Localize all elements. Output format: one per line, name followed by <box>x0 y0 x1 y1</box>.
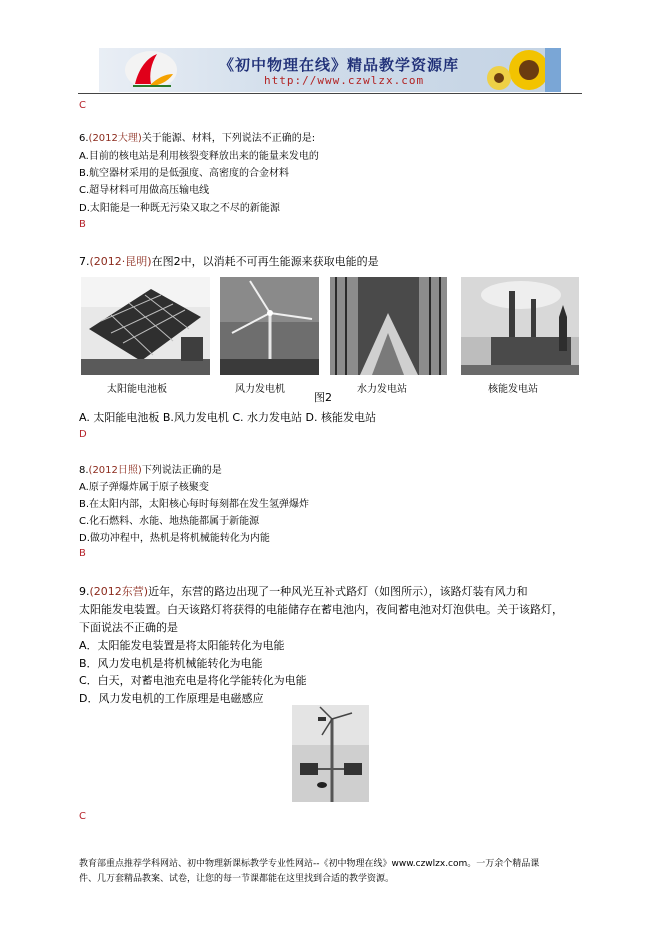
photo-caption-wind: 风力发电机 <box>235 384 285 395</box>
q7-answer: D <box>79 429 87 440</box>
street-lamp-photo <box>292 705 369 802</box>
q8-answer: B <box>79 548 86 559</box>
prev-answer: C <box>79 100 86 111</box>
q9-stem-line-3: 下面说法不正确的是 <box>79 621 178 634</box>
q7-source: (2012·昆明) <box>89 255 152 268</box>
solar-panel-photo <box>81 277 210 375</box>
q6-stem <box>79 131 315 146</box>
q6-option-c: C.超导材料可用做高压输电线 <box>79 185 210 196</box>
header-banner <box>99 48 561 92</box>
q8-option-a: A.原子弹爆炸属于原子核聚变 <box>79 482 209 493</box>
q6-source: (2012大理) <box>88 133 142 144</box>
q6-answer: B <box>79 219 86 230</box>
q7-figure-label: 图2 <box>314 391 332 404</box>
nuclear-station-photo <box>461 277 579 375</box>
q7-stem-text: 在图2中，以消耗不可再生能源来获取电能的是 <box>151 255 379 268</box>
q9-option-d: D．风力发电机的工作原理是电磁感应 <box>79 692 264 705</box>
q9-option-a: A．太阳能发电装置是将太阳能转化为电能 <box>79 639 285 652</box>
q9-stem-text-1: 近年，东营的路边出现了一种风光互补式路灯（如图所示），该路灯装有风力和 <box>148 585 528 598</box>
q7-number: 7. <box>79 255 90 268</box>
footer-line-2: 件、几万套精品教案、试卷，让您的每一节课都能在这里找到合适的教学资源。 <box>79 874 395 884</box>
photo-caption-nuclear: 核能发电站 <box>488 384 538 395</box>
q7-options: A. 太阳能电池板 B.风力发电机 C. 水力发电站 D. 核能发电站 <box>79 411 376 424</box>
banner-title: 《初中物理在线》精品教学资源库 <box>219 56 460 74</box>
photo-caption-hydro: 水力发电站 <box>357 384 407 395</box>
q9-option-b: B．风力发电机是将机械能转化为电能 <box>79 657 263 670</box>
q9-option-c: C．白天，对蓄电池充电是将化学能转化为电能 <box>79 674 307 687</box>
q8-option-d: D.做功冲程中，热机是将机械能转化为内能 <box>79 533 270 544</box>
header-divider <box>78 93 582 94</box>
q9-source: (2012东营) <box>89 585 149 598</box>
footer-line-1: 教育部重点推荐学科网站、初中物理新课标教学专业性网站--《初中物理在线》www.czwlzx.com。一万余个精品课 <box>79 859 540 869</box>
hydro-station-photo <box>330 277 447 375</box>
q9-number: 9. <box>79 585 90 598</box>
q9-stem-line-2: 太阳能发电装置。白天该路灯将获得的电能储存在蓄电池内，夜间蓄电池对灯泡供电。关于该路灯， <box>79 603 563 616</box>
q9-answer: C <box>79 811 86 822</box>
q7-stem <box>79 253 379 270</box>
q8-source: (2012日照) <box>88 465 142 476</box>
q6-option-a: A.目前的核电站是利用核裂变释放出来的能量来发电的 <box>79 151 319 162</box>
q6-number: 6. <box>79 133 89 144</box>
wind-turbine-photo <box>220 277 319 375</box>
photo-caption-solar: 太阳能电池板 <box>107 384 167 395</box>
q9-stem-line-1 <box>79 583 528 600</box>
q8-stem <box>79 463 222 478</box>
q8-option-b: B.在太阳内部，太阳核心每时每刻都在发生氢弹爆炸 <box>79 499 310 510</box>
q6-stem-text: 关于能源、材料，下列说法不正确的是: <box>141 133 316 144</box>
q6-option-d: D.太阳能是一种既无污染又取之不尽的新能源 <box>79 203 280 214</box>
q8-stem-text: 下列说法正确的是 <box>141 465 222 476</box>
q8-option-c: C.化石燃料、水能、地热能都属于新能源 <box>79 516 260 527</box>
banner-url: http://www.czwlzx.com <box>264 74 425 87</box>
q6-option-b: B.航空器材采用的是低强度、高密度的合金材料 <box>79 168 290 179</box>
q8-number: 8. <box>79 465 89 476</box>
